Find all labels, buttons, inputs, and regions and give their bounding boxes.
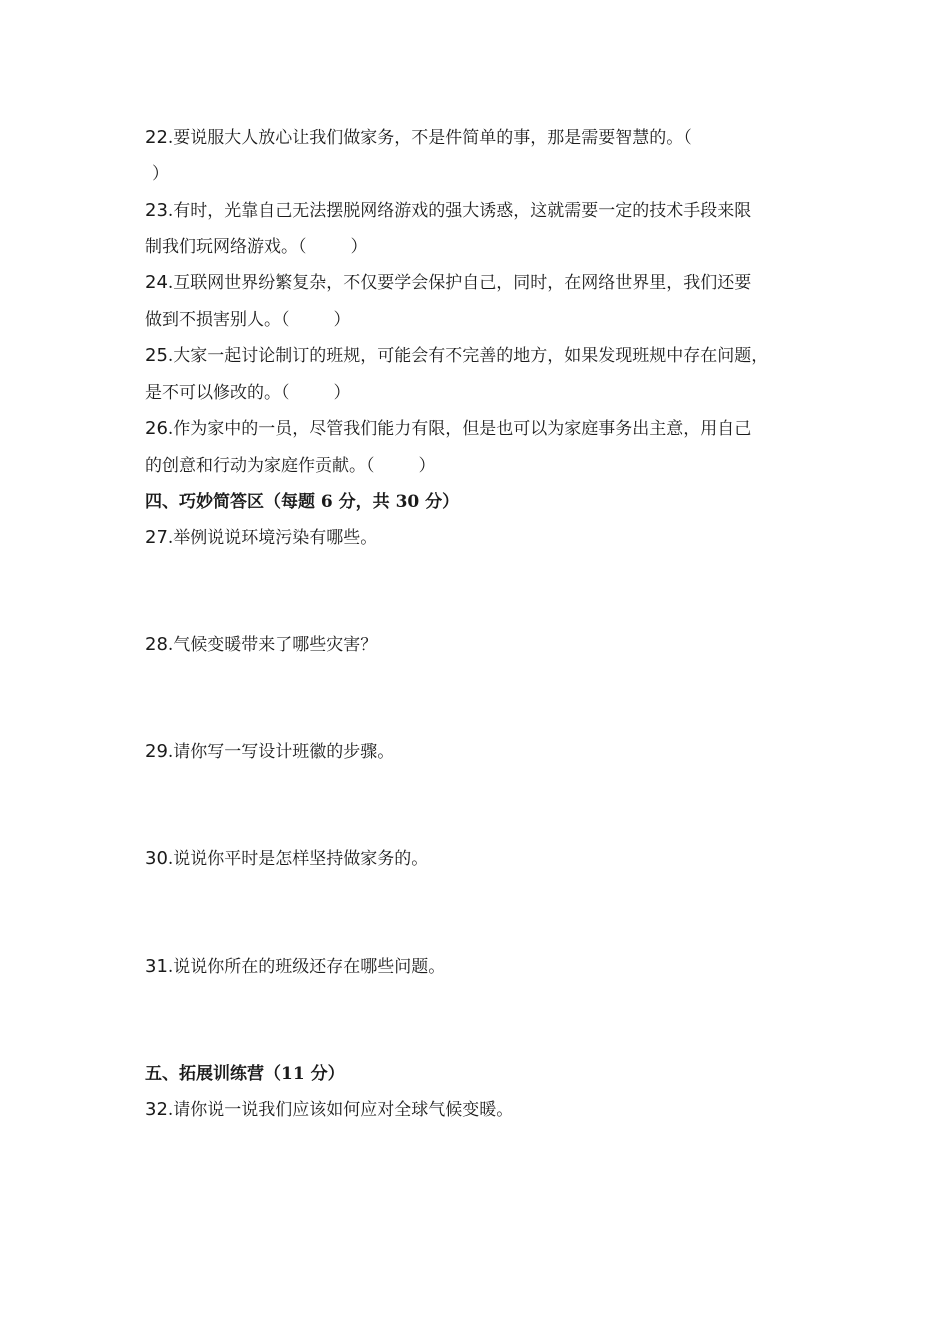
question-number: 23 <box>145 200 168 221</box>
question-number: 30 <box>145 848 168 869</box>
answer-paren: ） <box>152 164 169 184</box>
question-22-line-1 <box>145 126 692 150</box>
question-number: 24 <box>145 272 168 293</box>
question-22-line-2 <box>152 162 169 186</box>
question-23-line-2 <box>145 235 368 259</box>
question-text: .气候变暖带来了哪些灾害？ <box>167 635 378 655</box>
question-text: 的创意和行动为家庭作贡献。（ <box>145 456 375 476</box>
answer-paren: ） <box>350 237 368 257</box>
question-text: .说说你平时是怎样坚持做家务的。 <box>167 849 429 869</box>
question-number: 27 <box>145 527 168 548</box>
question-text: .作为家中的一员，尽管我们能力有限，但是也可以为家庭事务出主意，用自己 <box>167 419 752 439</box>
question-text: .要说服大人放心让我们做家务，不是件简单的事，那是需要智慧的。（ <box>167 128 692 148</box>
question-number: 29 <box>145 741 168 762</box>
question-28 <box>145 633 377 657</box>
question-number: 31 <box>145 956 168 977</box>
question-number: 28 <box>145 634 168 655</box>
question-27 <box>145 526 377 550</box>
question-24-line-2 <box>145 308 351 332</box>
question-26-line-2 <box>145 454 436 478</box>
section-5-heading: 五、拓展训练营（11 分） <box>145 1064 345 1084</box>
question-24-line-1 <box>145 271 751 295</box>
question-26-line-1 <box>145 417 751 441</box>
answer-paren: ） <box>333 383 351 403</box>
question-text: 制我们玩网络游戏。（ <box>145 237 307 257</box>
question-31 <box>145 955 445 979</box>
question-29 <box>145 740 394 764</box>
question-text: .有时，光靠自己无法摆脱网络游戏的强大诱惑，这就需要一定的技术手段来限 <box>167 201 752 221</box>
question-text: .举例说说环境污染有哪些。 <box>167 528 378 548</box>
question-32 <box>145 1098 513 1122</box>
question-text: .请你写一写设计班徽的步骤。 <box>167 742 395 762</box>
question-text: .说说你所在的班级还存在哪些问题。 <box>167 957 446 977</box>
question-30 <box>145 847 428 871</box>
question-text: 做到不损害别人。（ <box>145 310 290 330</box>
answer-paren: ） <box>418 456 436 476</box>
question-text: .互联网世界纷繁复杂，不仅要学会保护自己，同时，在网络世界里，我们还要 <box>167 273 752 293</box>
question-number: 26 <box>145 418 168 439</box>
question-25-line-2 <box>145 381 351 405</box>
question-number: 32 <box>145 1099 168 1120</box>
question-25-line-1 <box>145 344 768 368</box>
answer-paren: ） <box>333 310 351 330</box>
question-text: 是不可以修改的。（ <box>145 383 290 403</box>
question-number: 25 <box>145 345 168 366</box>
question-23-line-1 <box>145 199 751 223</box>
question-number: 22 <box>145 127 168 148</box>
section-4-heading: 四、巧妙简答区（每题 6 分，共 30 分） <box>145 492 460 512</box>
question-text: .请你说一说我们应该如何应对全球气候变暖。 <box>167 1100 514 1120</box>
question-text: .大家一起讨论制订的班规，可能会有不完善的地方，如果发现班规中存在问题， <box>167 346 769 366</box>
